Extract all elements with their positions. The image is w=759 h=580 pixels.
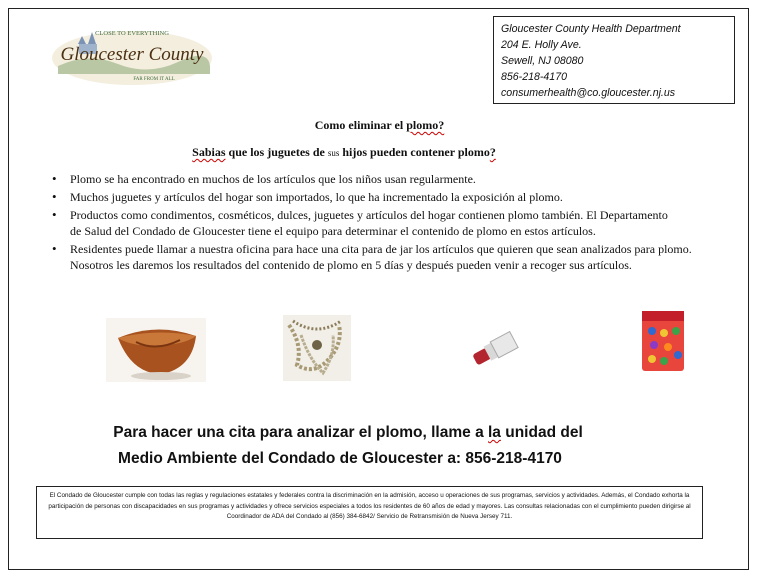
cta-text-after: unidad del — [500, 424, 583, 441]
contact-box — [493, 16, 735, 104]
bullet-line: de Salud del Condado de Gloucester tiene el equipo para determinar el contenido de plomo en estos artículos. — [70, 224, 596, 238]
page-subtitle — [0, 145, 688, 160]
subtitle-after: hijos pueden contener plomo — [339, 145, 490, 159]
contact-department: Gloucester County Health Department — [501, 23, 681, 35]
bullet-item — [50, 171, 740, 187]
info-bullet-list — [50, 171, 740, 275]
jewelry-chains-icon — [283, 315, 351, 381]
logo-bottom-text: FAR FROM IT ALL — [133, 77, 175, 82]
lipstick-icon — [468, 328, 520, 370]
contact-address: 204 E. Holly Ave. — [501, 39, 582, 51]
subtitle-underlined-word: Sabias — [192, 145, 226, 159]
bullet-line: Nosotros les daremos los resultados del contenido de plomo en 5 días y después pueden venir a recoger sus artículos. — [70, 258, 632, 272]
logo-name: Gloucester County — [60, 44, 204, 65]
subtitle-small: sus — [327, 148, 340, 158]
bullet-item — [50, 241, 740, 273]
contact-city: Sewell, NJ 08080 — [501, 55, 584, 67]
bullet-line: Muchos juguetes y artículos del hogar son importados, lo que ha incrementado la exposición al plomo. — [70, 190, 563, 204]
contact-phone: 856-218-4170 — [501, 71, 567, 83]
bullet-item — [50, 207, 740, 239]
call-to-action-line2: Medio Ambiente del Condado de Gloucester a: 856-218-4170 — [118, 450, 562, 467]
subtitle-question: ? — [489, 145, 496, 159]
cta-text: Para hacer una cita para analizar el plomo, llame a — [113, 424, 488, 441]
contact-email[interactable]: consumerhealth@co.gloucester.nj.us — [501, 87, 676, 99]
cta-underlined: la — [488, 424, 501, 441]
bullet-line: • Residentes puede llamar a nuestra oficina para hace una cita para de jar los artículos que quieren que sean analizados para plomo. — [70, 242, 692, 256]
logo-top-text: CLOSE TO EVERYTHING — [95, 30, 169, 37]
bullet-line: • Productos como condimentos, cosméticos, dulces, juguetes y artículos del hogar contienen plomo también. El Departamento — [70, 208, 668, 222]
bullet-item — [50, 189, 740, 205]
title-underlined: plomo? — [406, 118, 445, 132]
toy-package-icon — [638, 305, 688, 373]
logo-graphic — [48, 22, 216, 86]
nondiscrimination-notice: El Condado de Gloucester cumple con todas las reglas y regulaciones estatales y federales contra la discriminación en la admisión, acceso u operaciones de sus programas, servicios y actividades. Además, el Condado exhorta la participación de personas con discapacidades en sus programas y actividades y ofrece servicios especiales a todos los residentes de 60 años de edad y mayores. Las consultas relacionadas con el cumplimiento pueden dirigirse al Coordinador de ADA del Condado al (856) 384-6842/ Servicio de Retransmisión de Nueva Jersey 711. — [36, 486, 703, 539]
page-title — [0, 118, 759, 133]
bullet-line: Plomo se ha encontrado en muchos de los artículos que los niños usan regularmente. — [70, 172, 476, 186]
gloucester-county-logo — [48, 22, 216, 86]
subtitle-middle: que los juguetes de — [225, 145, 328, 159]
call-to-action-line1 — [0, 424, 698, 442]
title-text: Como eliminar el — [314, 118, 407, 132]
clay-bowl-icon — [106, 318, 206, 382]
